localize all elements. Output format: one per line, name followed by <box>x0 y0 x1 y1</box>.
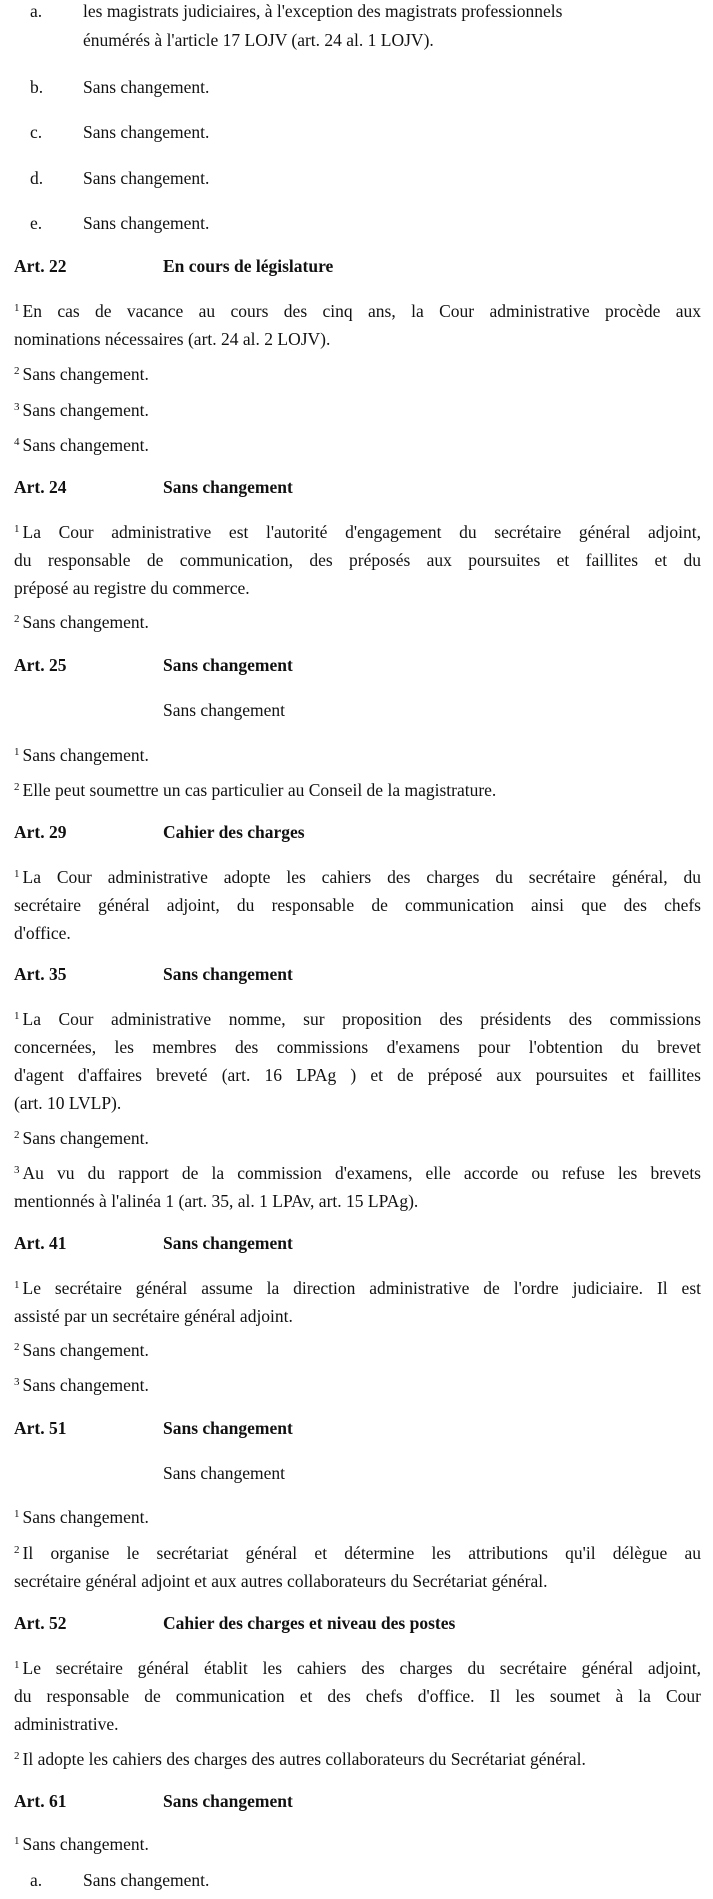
paragraph-line: $^1$ Le secrétaire général assume la direction administrative de l'ordre judiciaire. Il est <box>14 1278 701 1298</box>
list-item-text: Sans changement. <box>83 122 210 142</box>
paragraph-line: du responsable de communication et des chefs d'office. Il les soumet à la Cour <box>14 1686 701 1706</box>
paragraph-line: $^1$ Le secrétaire général établit les cahiers des charges du secrétaire général adjoint, <box>14 1658 701 1678</box>
list-item-text: Sans changement. <box>83 1870 210 1890</box>
article-number: Art. 22 <box>14 256 67 276</box>
paragraph-line: (art. 10 LVLP). <box>14 1093 122 1113</box>
paragraph-number: 1 <box>14 1279 20 1291</box>
article-title: Cahier des charges <box>163 822 305 842</box>
paragraph-number: 2 <box>14 1341 20 1353</box>
article-title: Sans changement <box>163 964 293 984</box>
paragraph-number: 2 <box>14 613 20 625</box>
paragraph-line: d'office. <box>14 923 71 943</box>
article-number: Art. 52 <box>14 1613 67 1633</box>
paragraph-number: 1 <box>14 1508 20 1520</box>
article-number: Art. 24 <box>14 477 67 497</box>
paragraph-number: 3 <box>14 1376 20 1388</box>
paragraph-number: 2 <box>14 1544 20 1556</box>
paragraph-number: 1 <box>14 746 20 758</box>
paragraph-line: $^2$ Sans changement. <box>14 612 149 632</box>
article-number: Art. 51 <box>14 1418 67 1438</box>
paragraph-line: du responsable de communication, des préposés aux poursuites et faillites et du <box>14 550 701 570</box>
paragraph-line: secrétaire général adjoint et aux autres collaborateurs du Secrétariat général. <box>14 1571 548 1591</box>
paragraph-number: 1 <box>14 523 20 535</box>
paragraph-number: 1 <box>14 868 20 880</box>
paragraph-line: $^1$ Sans changement. <box>14 745 149 765</box>
article-title: Sans changement <box>163 477 293 497</box>
paragraph-number: 1 <box>14 1835 20 1847</box>
paragraph-line: $^3$ Au vu du rapport de la commission d'examens, elle accorde ou refuse les brevets <box>14 1163 701 1183</box>
article-subtitle: Sans changement <box>163 700 285 720</box>
article-number: Art. 35 <box>14 964 67 984</box>
paragraph-line: $^1$ La Cour administrative adopte les cahiers des charges du secrétaire général, du <box>14 867 701 887</box>
paragraph-line: $^2$ Il organise le secrétariat général et détermine les attributions qu'il délègue au <box>14 1543 701 1563</box>
paragraph-line: assisté par un secrétaire général adjoint. <box>14 1306 293 1326</box>
paragraph-number: 2 <box>14 781 20 793</box>
paragraph-number: 3 <box>14 1164 20 1176</box>
paragraph-line: $^2$ Elle peut soumettre un cas particulier au Conseil de la magistrature. <box>14 780 497 800</box>
article-number: Art. 25 <box>14 655 67 675</box>
list-letter: b. <box>30 77 44 97</box>
paragraph-line: d'agent d'affaires breveté (art. 16 LPAg ) et de préposé aux poursuites et faillites <box>14 1065 701 1085</box>
list-item-text: Sans changement. <box>83 77 210 97</box>
paragraph-line: administrative. <box>14 1714 119 1734</box>
paragraph-line: secrétaire général adjoint, du responsable de communication ainsi que des chefs <box>14 895 701 915</box>
paragraph-line: mentionnés à l'alinéa 1 (art. 35, al. 1 LPAv, art. 15 LPAg). <box>14 1191 419 1211</box>
paragraph-number: 1 <box>14 302 20 314</box>
article-title: Cahier des charges et niveau des postes <box>163 1613 456 1633</box>
paragraph-line: $^3$ Sans changement. <box>14 400 149 420</box>
article-title: En cours de législature <box>163 256 334 276</box>
paragraph-line: préposé au registre du commerce. <box>14 578 250 598</box>
paragraph-line: $^1$ Sans changement. <box>14 1507 149 1527</box>
article-subtitle: Sans changement <box>163 1463 285 1483</box>
list-item-text: Sans changement. <box>83 168 210 188</box>
paragraph-number: 2 <box>14 365 20 377</box>
paragraph-line: $^2$ Sans changement. <box>14 364 149 384</box>
article-number: Art. 61 <box>14 1791 67 1811</box>
paragraph-number: 2 <box>14 1750 20 1762</box>
paragraph-line: $^1$ En cas de vacance au cours des cinq ans, la Cour administrative procède aux <box>14 301 701 321</box>
article-title: Sans changement <box>163 655 293 675</box>
list-letter: e. <box>30 213 43 233</box>
paragraph-number: 3 <box>14 401 20 413</box>
list-item-text: Sans changement. <box>83 213 210 233</box>
list-letter: a. <box>30 1870 43 1890</box>
article-number: Art. 41 <box>14 1233 67 1253</box>
list-letter: c. <box>30 122 43 142</box>
paragraph-line: $^1$ La Cour administrative nomme, sur proposition des présidents des commissions <box>14 1009 701 1029</box>
paragraph-line: $^2$ Sans changement. <box>14 1340 149 1360</box>
article-title: Sans changement <box>163 1791 293 1811</box>
paragraph-line: $^4$ Sans changement. <box>14 435 149 455</box>
list-item-text: les magistrats judiciaires, à l'exception des magistrats professionnels <box>83 1 563 21</box>
paragraph-line: $^2$ Il adopte les cahiers des charges des autres collaborateurs du Secrétariat général. <box>14 1749 586 1769</box>
paragraph-line: $^1$ Sans changement. <box>14 1834 149 1854</box>
list-letter: d. <box>30 168 44 188</box>
paragraph-number: 4 <box>14 436 20 448</box>
paragraph-number: 1 <box>14 1659 20 1671</box>
paragraph-number: 2 <box>14 1129 20 1141</box>
paragraph-number: 1 <box>14 1010 20 1022</box>
article-title: Sans changement <box>163 1418 293 1438</box>
paragraph-line: $^2$ Sans changement. <box>14 1128 149 1148</box>
article-number: Art. 29 <box>14 822 67 842</box>
list-item-text: énumérés à l'article 17 LOJV (art. 24 al. 1 LOJV). <box>83 30 434 50</box>
list-letter: a. <box>30 1 43 21</box>
paragraph-line: nominations nécessaires (art. 24 al. 2 LOJV). <box>14 329 331 349</box>
paragraph-line: concernées, les membres des commissions d'examens pour l'obtention du brevet <box>14 1037 701 1057</box>
paragraph-line: $^1$ La Cour administrative est l'autorité d'engagement du secrétaire général adjoint, <box>14 522 701 542</box>
paragraph-line: $^3$ Sans changement. <box>14 1375 149 1395</box>
article-title: Sans changement <box>163 1233 293 1253</box>
